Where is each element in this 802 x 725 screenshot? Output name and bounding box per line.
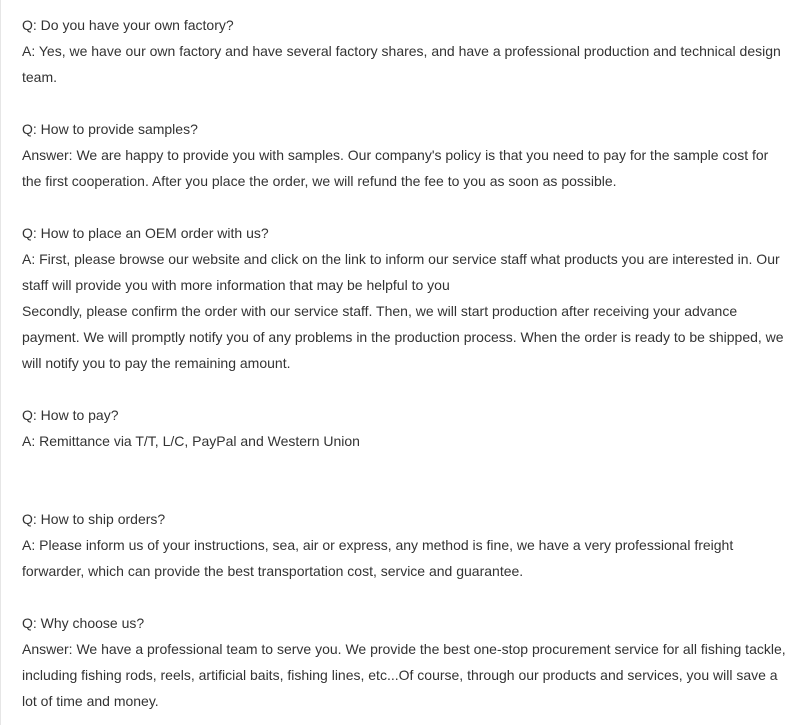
faq-question-samples: Q: How to provide samples? [22, 121, 198, 137]
faq-question-oem-order: Q: How to place an OEM order with us? [22, 225, 269, 241]
faq-answer-pay: A: Remittance via T/T, L/C, PayPal and Western Union [22, 433, 360, 449]
faq-spacer [22, 454, 787, 480]
faq-content [22, 12, 787, 714]
faq-spacer [22, 194, 787, 220]
faq-spacer [22, 90, 787, 116]
faq-question-why-us: Q: Why choose us? [22, 615, 145, 631]
faq-answer-why-us: Answer: We have a professional team to serve you. We provide the best one-stop procurement service for all fishing tackle, including fishing rods, reels, artificial baits, fishing lines, etc...Of course, through our products and services, you will save a lot of time and money. [22, 641, 786, 709]
faq-answer-samples: Answer: We are happy to provide you with samples. Our company's policy is that you need to pay for the sample cost for the first cooperation. After you place the order, we will refund the fee to you as soon as possible. [22, 147, 769, 189]
faq-answer-ship: A: Please inform us of your instructions, sea, air or express, any method is fine, we have a very professional freight forwarder, which can provide the best transportation cost, service and guarantee. [22, 537, 734, 579]
faq-question-pay: Q: How to pay? [22, 407, 119, 423]
faq-answer-own-factory: A: Yes, we have our own factory and have several factory shares, and have a professional production and technical design team. [22, 43, 781, 85]
faq-question-ship: Q: How to ship orders? [22, 511, 166, 527]
faq-spacer [22, 584, 787, 610]
faq-spacer [22, 480, 787, 506]
faq-question-own-factory: Q: Do you have your own factory? [22, 17, 234, 33]
faq-answer-oem-order-first: A: First, please browse our website and click on the link to inform our service staff what products you are interested in. Our staff will provide you with more information that may be helpful to you [22, 251, 780, 293]
faq-answer-oem-order-second: Secondly, please confirm the order with our service staff. Then, we will start production after receiving your advance payment. We will promptly notify you of any problems in the production process. When the order is ready to be shipped, we will notify you to pay the remaining amount. [22, 303, 784, 371]
faq-spacer [22, 376, 787, 402]
